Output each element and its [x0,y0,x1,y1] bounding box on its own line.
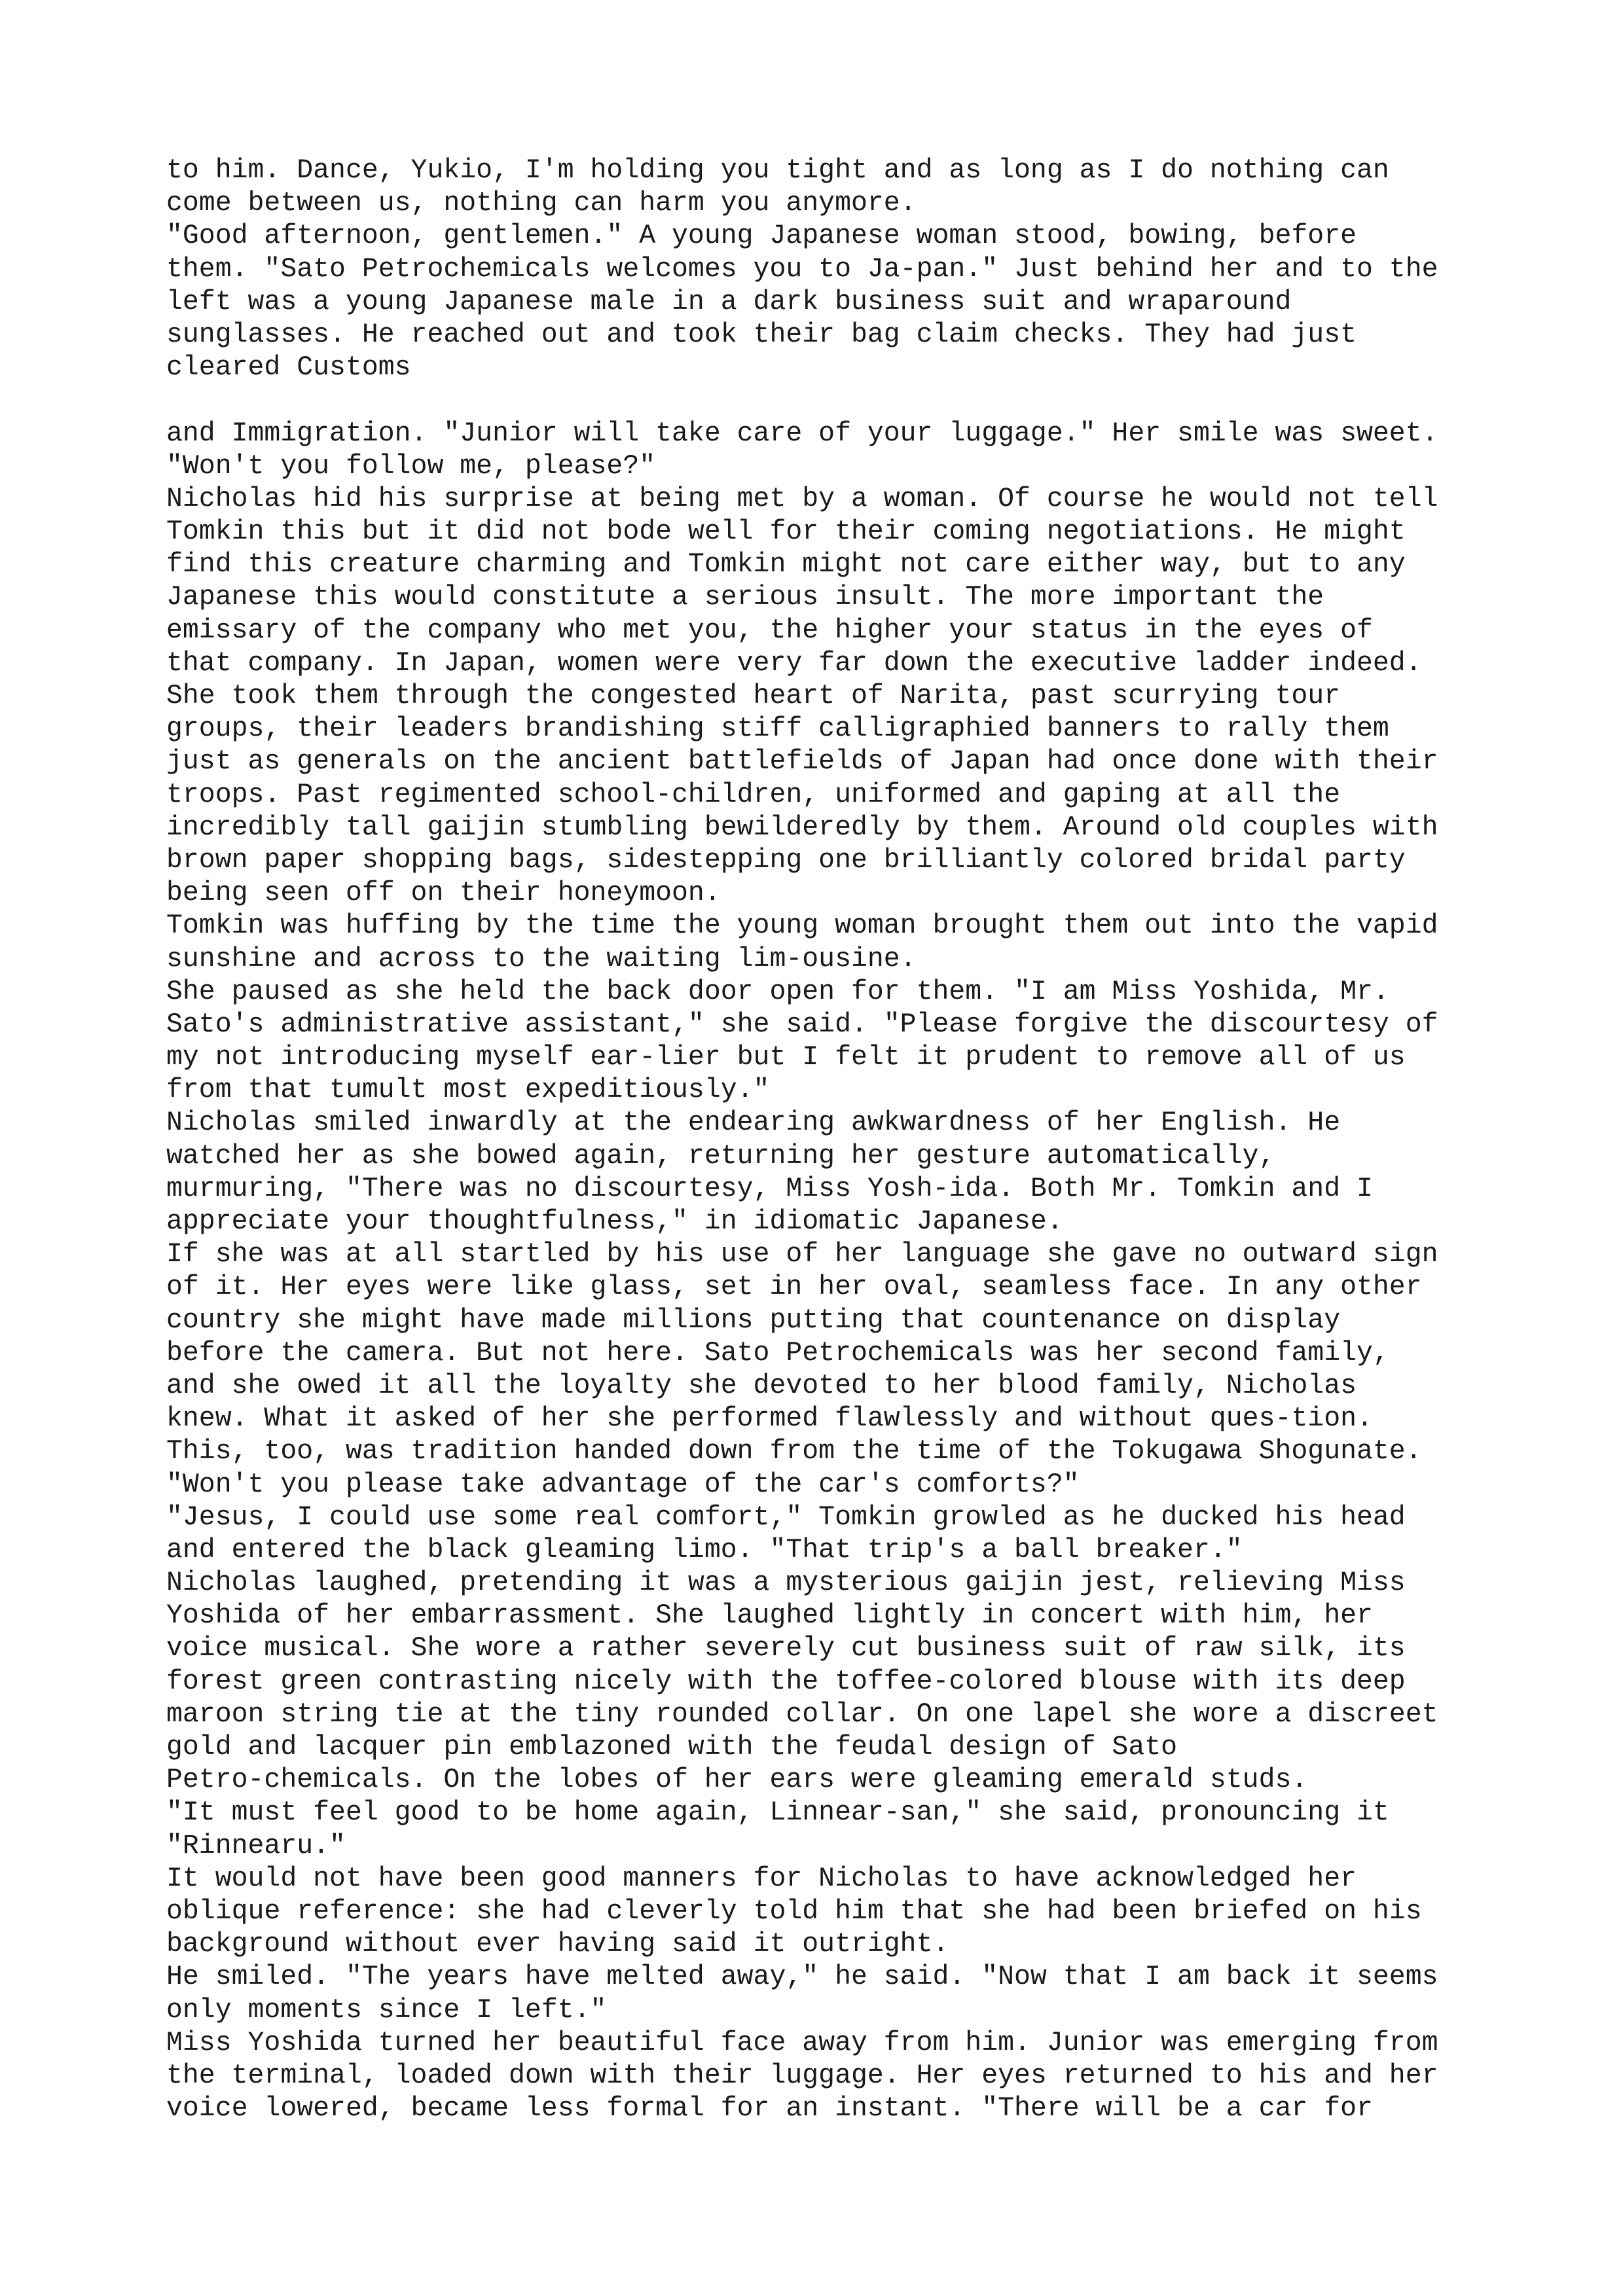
text-line: that company. In Japan, women were very far down the executive ladder indeed. [166,647,1422,679]
text-line: Nicholas smiled inwardly at the endearing awkwardness of her English. He [166,1107,1341,1139]
text-line: "Rinnearu." [166,1830,346,1861]
text-line: oblique reference: she had cleverly told him that she had been briefed on his [166,1895,1422,1927]
text-line: background without ever having said it outright. [166,1929,949,1960]
text-line: groups, their leaders brandishing stiff calligraphied banners to rally them [166,713,1389,745]
text-line: sunglasses. He reached out and took their bag claim checks. They had just [166,319,1357,350]
text-line: my not introducing myself ear-lier but I felt it prudent to remove all of us [166,1042,1406,1073]
text-line: appreciate your thoughtfulness," in idiomatic Japanese. [166,1206,1063,1237]
text-line: It would not have been good manners for Nicholas to have acknowledged her [166,1863,1357,1894]
text-line: gold and lacquer pin emblazoned with the feudal design of Sato [166,1732,1178,1763]
text-line: This, too, was tradition handed down from the time of the Tokugawa Shogunate. [166,1436,1422,1467]
text-line: Petro-chemicals. On the lobes of her ears were gleaming emerald studs. [166,1765,1308,1796]
text-line: from that tumult most expeditiously." [166,1075,770,1106]
blank-line [166,384,1607,417]
text-line: the terminal, loaded down with their luggage. Her eyes returned to his and her [166,2060,1438,2091]
text-line: maroon string tie at the tiny rounded collar. On one lapel she wore a discreet [166,1698,1438,1730]
text-line: Sato's administrative assistant," she said. "Please forgive the discourtesy of [166,1009,1438,1040]
text-line: "Won't you please take advantage of the car's comforts?" [166,1469,1080,1500]
body-text [166,154,1607,2125]
text-line: voice lowered, became less formal for an instant. "There will be a car for [166,2093,1373,2125]
text-line: sunshine and across to the waiting lim-ousine. [166,943,917,975]
text-line: incredibly tall gaijin stumbling bewilderedly by them. Around old couples with [166,812,1438,843]
text-line: If she was at all startled by his use of her language she gave no outward sign [166,1239,1438,1270]
text-line: of it. Her eyes were like glass, set in her oval, seamless face. In any other [166,1272,1422,1303]
text-line: cleared Customs [166,352,411,384]
text-line: Tomkin was huffing by the time the young woman brought them out into the vapid [166,910,1438,942]
text-line: Tomkin this but it did not bode well for their coming negotiations. He might [166,516,1406,548]
text-line: forest green contrasting nicely with the toffee-colored blouse with its deep [166,1666,1406,1697]
text-line: only moments since I left." [166,1994,607,2026]
text-line: murmuring, "There was no discourtesy, Miss Yosh-ida. Both Mr. Tomkin and I [166,1173,1373,1204]
text-line: find this creature charming and Tomkin might not care either way, but to any [166,549,1406,581]
text-line: watched her as she bowed again, returning her gesture automatically, [166,1140,1275,1172]
text-line: "Good afternoon, gentlemen." A young Japanese woman stood, bowing, before [166,221,1357,252]
text-line: "Won't you follow me, please?" [166,450,656,482]
text-line: before the camera. But not here. Sato Petrochemicals was her second family, [166,1337,1389,1369]
text-line: left was a young Japanese male in a dark business suit and wraparound [166,286,1292,317]
text-line: and entered the black gleaming limo. "That trip's a ball breaker." [166,1534,1243,1566]
text-line: voice musical. She wore a rather severely cut business suit of raw silk, its [166,1633,1406,1664]
text-line: She took them through the congested heart of Narita, past scurrying tour [166,681,1341,711]
text-line: Japanese this would constitute a serious insult. The more important the [166,582,1324,613]
text-line: Yoshida of her embarrassment. She laughed lightly in concert with him, her [166,1600,1373,1632]
text-line: He smiled. "The years have melted away," he said. "Now that I am back it seems [166,1962,1438,1993]
text-line: and she owed it all the loyalty she devoted to her blood family, Nicholas [166,1370,1357,1401]
text-line: "It must feel good to be home again, Linnear-san," she said, pronouncing it [166,1797,1389,1829]
text-line: country she might have made millions putting that countenance on display [166,1304,1341,1336]
text-line: and Immigration. "Junior will take care of your luggage." Her smile was sweet. [166,418,1438,449]
text-line: Nicholas laughed, pretending it was a mysterious gaijin jest, relieving Miss [166,1568,1406,1599]
text-line: them. "Sato Petrochemicals welcomes you to Ja-pan." Just behind her and to the [166,253,1438,285]
text-line: Nicholas hid his surprise at being met by a woman. Of course he would not tell [166,483,1438,514]
text-line: to him. Dance, Yukio, I'm holding you tight and as long as I do nothing can [166,155,1389,186]
text-line: come between us, nothing can harm you anymore. [166,188,917,219]
text-line: knew. What it asked of her she performed flawlessly and without ques-tion. [166,1403,1373,1435]
text-line: emissary of the company who met you, the higher your status in the eyes of [166,615,1373,646]
text-line: She paused as she held the back door open for them. "I am Miss Yoshida, Mr. [166,976,1389,1007]
text-line: just as generals on the ancient battlefields of Japan had once done with their [166,746,1438,778]
text-line: troops. Past regimented school-children, uniformed and gaping at all the [166,779,1341,810]
text-line: Miss Yoshida turned her beautiful face away from him. Junior was emerging from [166,2027,1438,2058]
text-line: being seen off on their honeymoon. [166,878,721,909]
text-line: brown paper shopping bags, sidestepping one brilliantly colored bridal party [166,844,1406,876]
text-line: "Jesus, I could use some real comfort," Tomkin growled as he ducked his head [166,1501,1406,1533]
